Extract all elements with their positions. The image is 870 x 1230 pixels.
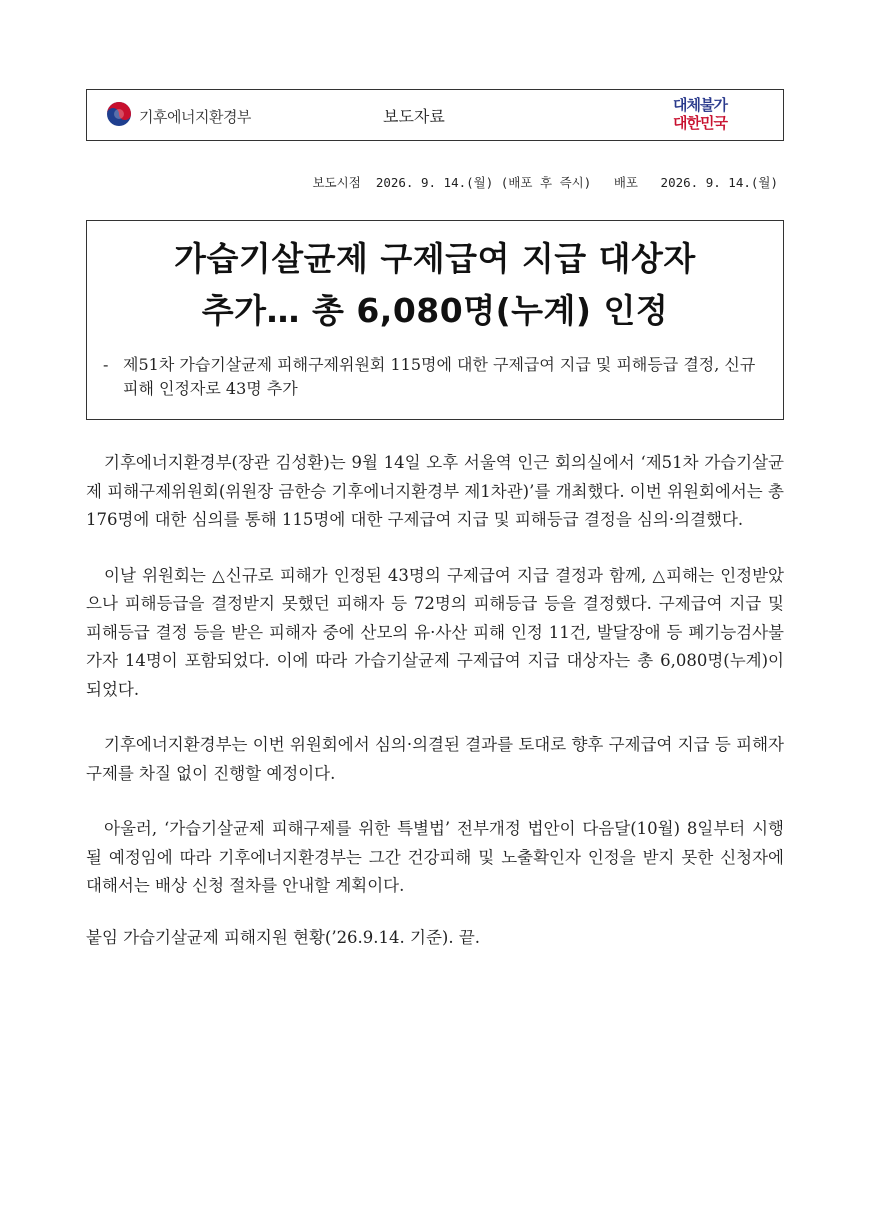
subheadline-dash: - bbox=[103, 355, 109, 374]
paragraph-4: 아울러, ‘가습기살균제 피해구제를 위한 특별법’ 전부개정 법안이 다음달(10월) 8일부터 시행될 예정임에 따라 기후에너지환경부는 그간 건강피해 및 노출확인자 인정을 받지 못한 신청자에 대해서는 배상 신청 절차를 안내할 계획이다. bbox=[86, 819, 784, 895]
press-release-label: 보도자료 bbox=[383, 107, 445, 126]
ministry-logo bbox=[105, 102, 251, 130]
subheadline-text: 제51차 가습기살균제 피해구제위원회 115명에 대한 구제급여 지급 및 피해등급 결정, 신규 피해 인정자로 43명 추가 bbox=[123, 355, 756, 398]
body-text bbox=[86, 449, 784, 952]
ministry-name: 기후에너지환경부 bbox=[139, 107, 251, 126]
subheadline bbox=[103, 353, 773, 401]
slogan-line1: 대체불가 bbox=[673, 96, 727, 114]
slogan-line2: 대한민국 bbox=[673, 114, 727, 132]
slogan-logo bbox=[665, 96, 735, 132]
headline-line2: 추가… 총 6,080명(누계) 인정 bbox=[201, 291, 669, 330]
title-box bbox=[86, 220, 784, 420]
attachment-line: 붙임 가습기살균제 피해지원 현황(’26.9.14. 기준). 끝. bbox=[86, 927, 481, 947]
headline-line1: 가습기살균제 구제급여 지급 대상자 bbox=[174, 239, 696, 278]
paragraph-3: 기후에너지환경부는 이번 위원회에서 심의·의결된 결과를 토대로 향후 구제급여 지급 등 피해자 구제를 차질 없이 진행할 예정이다. bbox=[86, 735, 784, 783]
taegeuk-emblem-icon bbox=[105, 100, 133, 132]
paragraph-1: 기후에너지환경부(장관 김성환)는 9월 14일 오후 서울역 인근 회의실에서 ‘제51차 가습기살균제 피해구제위원회(위원장 금한승 기후에너지환경부 제1차관)’를 개최했다. 이번 위원회에서는 총 176명에 대한 심의를 통해 115명에 대한 구제급여 지급 및 피해등급 결정을 심의·의결했다. bbox=[86, 453, 784, 529]
headline bbox=[87, 233, 783, 337]
release-info: 보도시점 2026. 9. 14.(월) (배포 후 즉시) 배포 2026. 9. 14.(월) bbox=[312, 175, 778, 190]
paragraph-2: 이날 위원회는 △신규로 피해가 인정된 43명의 구제급여 지급 결정과 함께, △피해는 인정받았으나 피해등급을 결정받지 못했던 피해자 등 72명의 피해등급 등을 결정했다. 구제급여 지급 및 피해등급 결정 등을 받은 피해자 중에 산모의 유·사산 피해 인정 11건, 발달장애 등 폐기능검사불가자 14명이 포함되었다. 이에 따라 가습기살균제 구제급여 지급 대상자는 총 6,080명(누계)이 되었다. bbox=[86, 565, 784, 699]
header-box bbox=[86, 89, 784, 141]
